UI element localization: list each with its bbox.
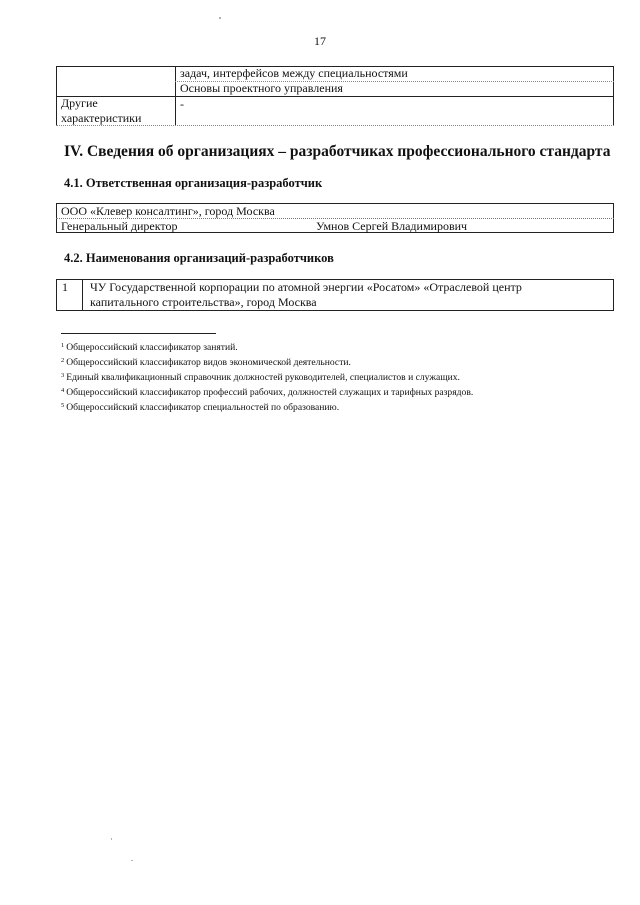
table-left-border [56, 279, 57, 311]
developer-org-name: капитального строительства», город Москва [90, 295, 317, 309]
footnote-text: Общероссийский классификатор видов экономической деятельности. [66, 357, 351, 368]
footnote [61, 354, 621, 369]
table-right-border [613, 279, 614, 311]
developer-org-name: ЧУ Государственной корпорации по атомной энергии «Росатом» «Отраслевой центр [90, 280, 522, 294]
footnote-mark: 4 [61, 387, 65, 394]
other-characteristics-value: - [180, 97, 184, 111]
scan-speck [219, 17, 221, 19]
footnote-separator [61, 333, 216, 334]
responsible-org-position: Генеральный директор [61, 219, 178, 233]
scan-speck [111, 838, 112, 840]
footnote-text: Общероссийский классификатор специальностей по образованию. [66, 402, 340, 413]
footnote [61, 339, 621, 354]
footnote-text: Единый квалификационный справочник должностей руководителей, специалистов и служащих. [66, 372, 460, 383]
footnote [61, 384, 621, 399]
footnote-mark: 5 [61, 402, 65, 409]
table-cell: задач, интерфейсов между специальностями [180, 66, 408, 80]
footnote [61, 369, 621, 384]
table-bottom-border [56, 310, 614, 311]
footnotes [61, 339, 621, 414]
table-cell: Основы проектного управления [180, 81, 343, 95]
page-number: 17 [314, 34, 326, 48]
other-characteristics-label: характеристики [61, 111, 142, 125]
characteristics-table [56, 66, 614, 126]
footnote-mark: 3 [61, 372, 65, 379]
table-bottom-border [56, 125, 614, 126]
section-title: IV. Сведения об организациях – разработчиках профессионального стандарта [64, 143, 611, 160]
responsible-org-name: ООО «Клевер консалтинг», город Москва [61, 204, 275, 218]
table-row-divider [56, 96, 614, 97]
developer-orgs-table [56, 279, 614, 311]
scan-speck [131, 860, 133, 861]
footnote-mark: 1 [61, 342, 65, 349]
footnote-mark: 2 [61, 357, 65, 364]
developer-orgs-heading: 4.2. Наименования организаций-разработчиков [64, 251, 334, 265]
footnote-text: Общероссийский классификатор занятий. [66, 342, 238, 353]
other-characteristics-label: Другие [61, 96, 98, 110]
responsible-org-heading: 4.1. Ответственная организация-разработчик [64, 176, 323, 190]
developer-org-number: 1 [62, 280, 68, 294]
responsible-org-table [56, 203, 614, 233]
table-column-separator [82, 279, 83, 311]
footnote [61, 399, 621, 414]
responsible-org-person: Умнов Сергей Владимирович [316, 219, 468, 233]
footnote-text: Общероссийский классификатор профессий рабочих, должностей служащих и тарифных разрядов. [66, 387, 474, 398]
